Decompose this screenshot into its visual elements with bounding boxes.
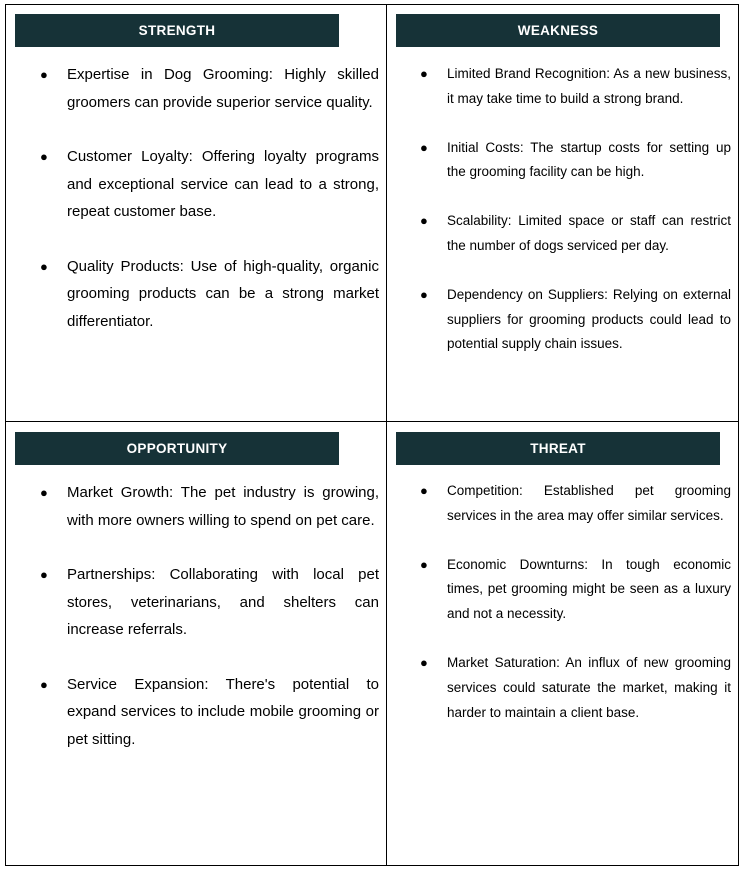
list-item: ● Partnerships: Collaborating with local pet stores, veterinarians, and shelters can increase referrals. xyxy=(40,561,379,644)
bullet-icon: ● xyxy=(420,483,428,498)
bullet-icon: ● xyxy=(40,67,48,82)
bullet-icon: ● xyxy=(40,149,48,164)
strength-list xyxy=(40,61,379,362)
bullet-icon: ● xyxy=(420,139,428,155)
strength-header: STRENGTH xyxy=(15,14,339,47)
list-item: ● Market Saturation: An influx of new grooming services could saturate the market, making it harder to maintain a client base. xyxy=(420,651,731,725)
bullet-icon: ● xyxy=(40,567,48,582)
opportunity-header: OPPORTUNITY xyxy=(15,432,339,465)
weakness-header: WEAKNESS xyxy=(396,14,720,47)
weakness-list xyxy=(420,62,731,381)
vertical-divider xyxy=(386,4,387,866)
list-item: ● Customer Loyalty: Offering loyalty programs and exceptional service can lead to a strong, repeat customer base. xyxy=(40,143,379,226)
bullet-icon: ● xyxy=(420,556,428,572)
opportunity-list xyxy=(40,479,379,780)
bullet-icon: ● xyxy=(420,654,428,670)
list-item: ● Competition: Established pet grooming services in the area may offer similar services. xyxy=(420,479,731,529)
list-item: ● Dependency on Suppliers: Relying on external suppliers for grooming products could lead to potential supply chain issues. xyxy=(420,283,731,357)
list-item: ● Economic Downturns: In tough economic times, pet grooming might be seen as a luxury and not a necessity. xyxy=(420,553,731,627)
threat-header: THREAT xyxy=(396,432,720,465)
bullet-icon: ● xyxy=(40,676,48,692)
horizontal-divider xyxy=(5,421,739,422)
bullet-icon: ● xyxy=(40,258,48,274)
list-item: ● Scalability: Limited space or staff can restrict the number of dogs serviced per day. xyxy=(420,209,731,259)
bullet-icon: ● xyxy=(420,213,428,229)
threat-list xyxy=(420,479,731,749)
list-item: ● Initial Costs: The startup costs for setting up the grooming facility can be high. xyxy=(420,136,731,186)
list-item: ● Limited Brand Recognition: As a new business, it may take time to build a strong brand. xyxy=(420,62,731,112)
bullet-icon: ● xyxy=(420,66,428,81)
list-item: ● Market Growth: The pet industry is growing, with more owners willing to spend on pet care. xyxy=(40,479,379,534)
list-item: ● Service Expansion: There's potential to expand services to include mobile grooming or pet sitting. xyxy=(40,671,379,754)
bullet-icon: ● xyxy=(40,485,48,500)
list-item: ● Quality Products: Use of high-quality, organic grooming products can be a strong market differentiator. xyxy=(40,253,379,336)
list-item: ● Expertise in Dog Grooming: Highly skilled groomers can provide superior service quality. xyxy=(40,61,379,116)
bullet-icon: ● xyxy=(420,286,428,302)
